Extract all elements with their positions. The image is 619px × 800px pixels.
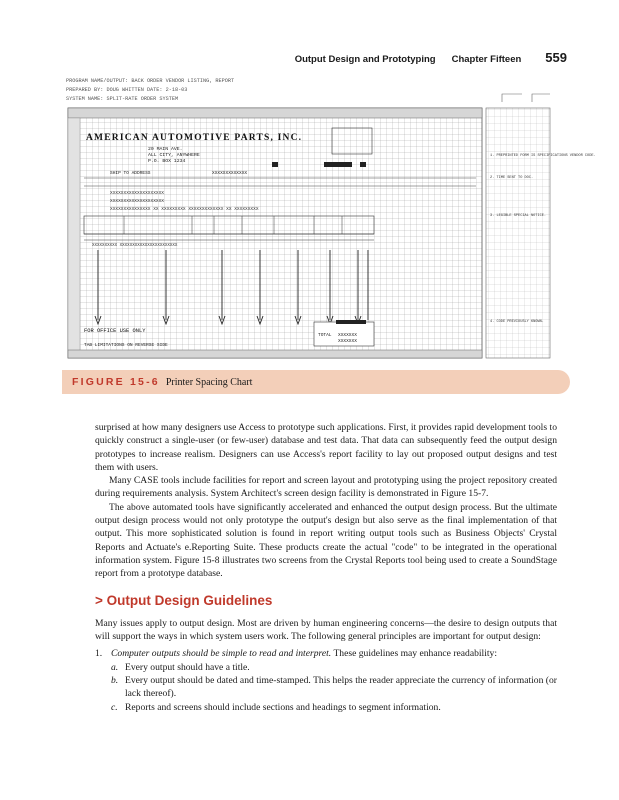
figure-label: FIGURE 15-6 [72,376,160,388]
guideline-item [95,647,557,660]
svg-text:XXXXXXXXXXXXXXXXXXXX: XXXXXXXXXXXXXXXXXXXX [110,191,165,196]
subitem-letter: b. [111,675,119,687]
guideline-number: 1. [95,648,103,660]
svg-text:XXXXXXXXXXXXXXX XX XXXXXXXXX: XXXXXXXXXXXXXXX XX XXXXXXXXX XXXXXXXXXXXXX XX XXXXXXXXX [110,207,259,212]
office-use-label: FOR OFFICE USE ONLY [84,328,146,334]
guideline-subitem [95,661,557,674]
section-heading: > Output Design Guidelines [95,592,273,608]
address-line: ALL CITY, ANYWHERE [148,153,200,158]
bottom-ruler [68,350,482,358]
margin-note: 1. PREPRINTED FORM IS SPECIFICATIONS VENDOR CODE. [490,154,596,158]
subitem-text: Reports and screens should include sections and headings to segment information. [125,701,441,713]
company-name: AMERICAN AUTOMOTIVE PARTS, INC. [86,133,303,143]
chapter-label: Chapter Fifteen [451,54,522,65]
form-meta-line: PREPARED BY: DOUG WHITTEN DATE: 2-18-03 [66,87,188,93]
margin-note: 2. TIME SENT TO DOC. [490,176,534,180]
svg-text:XXXXXXX: XXXXXXX [338,339,357,344]
guideline-subitem [95,701,557,714]
margin-note: 4. CODE PREVIOUSLY KNOWN. [490,320,544,324]
svg-text:XXXXXXX: XXXXXXX [338,333,357,338]
printer-spacing-chart-figure [62,74,596,362]
body-text [95,421,557,714]
column-ruler [68,108,482,118]
svg-text:XXXXXXXXXXXXXXXXXXXX: XXXXXXXXXXXXXXXXXXXX [110,199,165,204]
subitem-text: Every output should be dated and time-stamped. This helps the reader appreciate the currency of information (or lack thereof). [125,675,557,700]
row-ruler [68,118,80,358]
form-meta-line: SYSTEM NAME: SPLIT-RATE ORDER SYSTEM [66,96,179,102]
running-header [60,50,567,66]
bottom-note: TAB LIMITATIONS ON REVERSE SIDE [84,343,168,348]
subitem-letter: c. [111,701,118,713]
ship-to-line: XXXXXXXXXXXXX [212,171,248,176]
form-meta [66,78,234,102]
subitem-text: Every output should have a title. [125,661,250,673]
page-number: 559 [545,50,567,65]
guidelines-intro: Many issues apply to output design. Most are driven by human engineering concerns—the desire to design outputs that will support the ways in which system users work. The following general principles are important for output design: [95,617,557,643]
guideline-subitem [95,674,557,701]
figure-caption [62,370,570,394]
paragraph: surprised at how many designers use Access to prototype such applications. First, it provides rapid development tools to quickly construct a single-user (or few-user) database and test data. That data can subsequently feed the output design prototypes to increase realism. Designers can use Access's report facility to lay out proposed output designs and test them with users. [95,422,557,473]
guideline-title: Computer outputs should be simple to read and interpret. [111,648,332,660]
total-label: TOTAL [318,333,332,338]
paragraph: The above automated tools have significantly accelerated and enhanced the output design process. But the ultimate output design process would not only prototype the output's design but also serve as the final implementation of that output. This more sophisticated solution is found in report writing output tools such as Business Objects' Crystal Reports and Actuate's e.Reporting Suite. These products create the actual "code" to be integrated in the operational information system. Figure 15-8 illustrates two screens from the Crystal Reports tool being used to create a SoundStage report from a prototype database. [95,501,557,580]
guideline-rest: These guidelines may enhance readability: [333,648,497,660]
paragraph: Many CASE tools include facilities for report and screen layout and prototyping using the project repository created during requirements analysis. System Architect's screen design facility is demonstrated in Figure 15-7. [95,475,557,500]
address-line: 20 MAIN AVE. [148,147,183,152]
subitem-letter: a. [111,661,119,673]
figure-title: Printer Spacing Chart [165,376,253,388]
margin-note: 3. LEGIBLE SPECIAL NOTICE. [490,214,547,218]
section-title: Output Design and Prototyping [294,54,436,65]
svg-text:XXXXXXXXXX XXXXXXXXXXXXXXXXXX: XXXXXXXXXX XXXXXXXXXXXXXXXXXXXXXXX [92,244,178,248]
chart-grid [68,108,482,358]
ship-to-line: SHIP TO ADDRESS [110,171,151,176]
address-line: P.O. BOX 1234 [148,159,186,164]
form-meta-line: PROGRAM NAME/OUTPUT: BACK ORDER VENDOR LISTING, REPORT [66,78,235,84]
